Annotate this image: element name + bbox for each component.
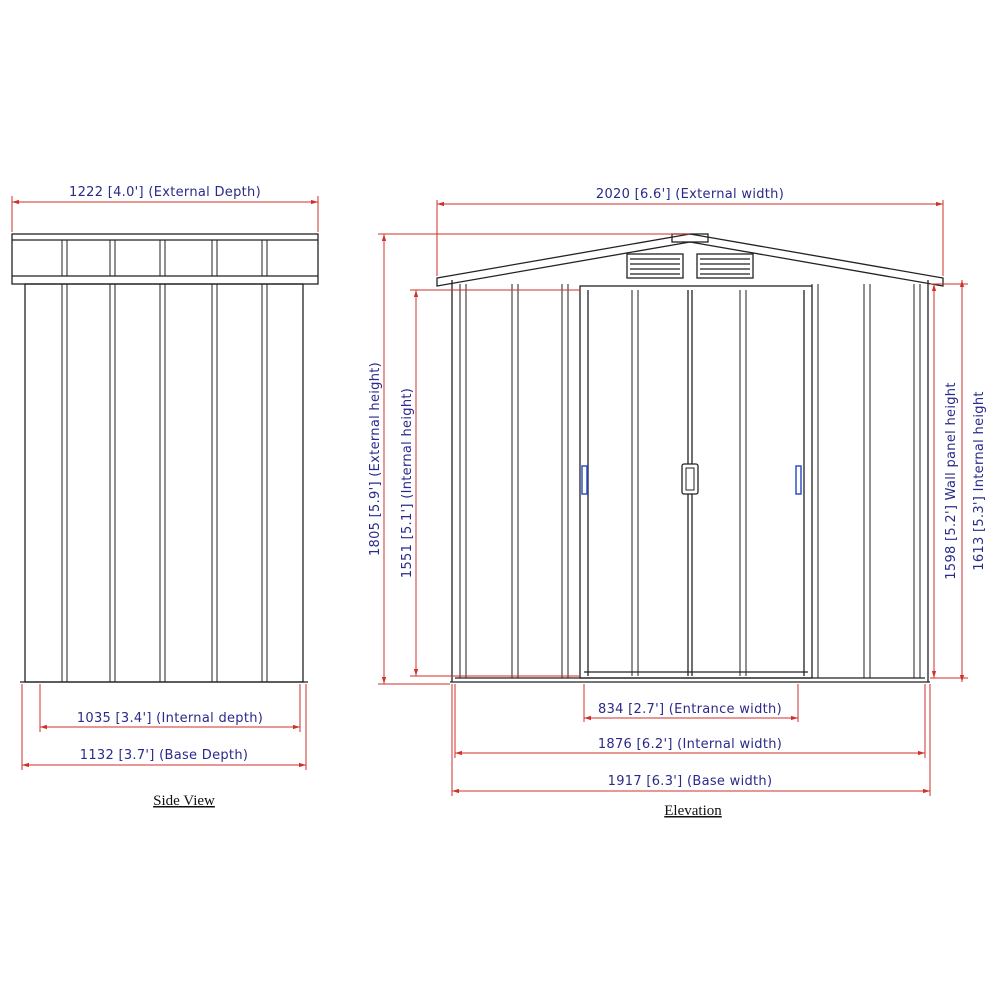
dim-internal-height-left xyxy=(400,290,580,676)
entrance-width-label: 834 [2.7'] (Entrance width) xyxy=(598,702,782,717)
roof-vent-right xyxy=(697,254,753,278)
double-door xyxy=(580,286,812,678)
dim-internal-width xyxy=(455,684,925,758)
external-width-label: 2020 [6.6'] (External width) xyxy=(595,187,785,202)
base-depth-label: 1132 [3.7'] (Base Depth) xyxy=(79,748,249,763)
internal-height-right-label: 1613 [5.3'] Internal height xyxy=(972,391,987,571)
external-depth-label: 1222 [4.0'] (External Depth) xyxy=(69,185,261,200)
external-height-label: 1805 [5.9'] (External height) xyxy=(368,361,383,557)
dim-internal-depth xyxy=(40,684,300,732)
dim-internal-height-right xyxy=(962,280,987,682)
side-view-wall-ribs xyxy=(62,240,267,682)
wall-panel-height-label: 1598 [5.2'] Wall panel height xyxy=(944,382,959,580)
internal-width-label: 1876 [6.2'] (Internal width) xyxy=(597,737,783,752)
door-latch-right xyxy=(796,466,801,494)
dim-external-width xyxy=(437,187,943,276)
door-latch-left xyxy=(582,466,587,494)
elevation-view xyxy=(368,187,987,819)
side-view-caption: Side View xyxy=(153,793,215,809)
elevation-caption: Elevation xyxy=(664,803,722,819)
base-width-label: 1917 [6.3'] (Base width) xyxy=(607,774,773,789)
side-view-body xyxy=(20,284,308,682)
roof-vent-left xyxy=(627,254,683,278)
elevation-roof xyxy=(437,234,943,286)
internal-height-left-label: 1551 [5.1'] (Internal height) xyxy=(400,387,415,579)
dim-entrance-width xyxy=(584,684,798,722)
dim-external-depth xyxy=(12,185,318,232)
internal-depth-label: 1035 [3.4'] (Internal depth) xyxy=(76,711,264,726)
side-view xyxy=(12,185,318,809)
